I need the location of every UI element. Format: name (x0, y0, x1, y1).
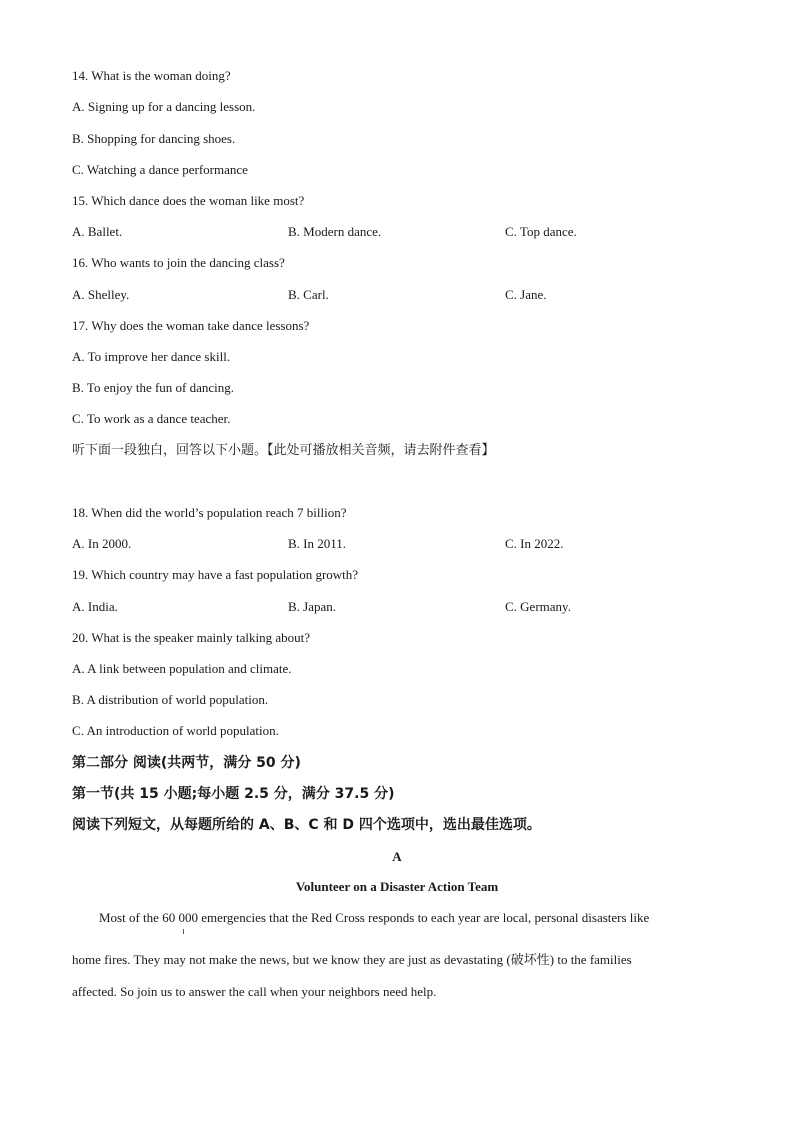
question-17-option-a: A. To improve her dance skill. (72, 349, 231, 364)
part2-title: 第二部分 阅读(共两节，满分 50 分) (72, 755, 301, 771)
passage-letter: A (392, 849, 402, 864)
passage-line-2: home fires. They may not make the news, but we know they are just as devastating (破坏性) to the families (72, 952, 632, 967)
section1-title: 第一节(共 15 小题;每小题 2.5 分，满分 37.5 分) (72, 786, 395, 802)
question-19-option-c: C. Germany. (505, 599, 571, 614)
question-18-option-a: A. In 2000. (72, 536, 132, 551)
reading-instruction: 阅读下列短文，从每题所给的 A、B、C 和 D 四个选项中，选出最佳选项。 (72, 817, 541, 833)
question-15-option-c: C. Top dance. (505, 224, 577, 239)
question-17-option-b: B. To enjoy the fun of dancing. (72, 380, 235, 395)
question-14-option-c: C. Watching a dance performance (72, 162, 248, 177)
question-19-option-b: B. Japan. (288, 599, 337, 614)
question-20-option-c: C. An introduction of world population. (72, 723, 279, 738)
question-15-stem: 15. Which dance does the woman like most? (72, 193, 305, 208)
stray-mark (183, 929, 184, 934)
question-19-option-a: A. India. (72, 599, 118, 614)
question-17-stem: 17. Why does the woman take dance lessons? (72, 318, 310, 333)
passage-line-1: Most of the 60 000 emergencies that the Red Cross responds to each year are local, personal disasters like (99, 910, 650, 925)
question-20-stem: 20. What is the speaker mainly talking about? (72, 630, 311, 645)
question-17-option-c: C. To work as a dance teacher. (72, 411, 231, 426)
question-20-option-b: B. A distribution of world population. (72, 692, 269, 707)
question-14-stem: 14. What is the woman doing? (72, 68, 231, 83)
question-16-option-c: C. Jane. (505, 287, 547, 302)
question-18-option-b: B. In 2011. (288, 536, 347, 551)
passage-line-3: affected. So join us to answer the call when your neighbors need help. (72, 984, 437, 999)
question-15-option-b: B. Modern dance. (288, 224, 382, 239)
question-19-stem: 19. Which country may have a fast population growth? (72, 567, 359, 582)
monologue-instruction: 听下面一段独白，回答以下小题。【此处可播放相关音频，请去附件查看】 (72, 443, 495, 458)
question-15-option-a: A. Ballet. (72, 224, 123, 239)
question-18-option-c: C. In 2022. (505, 536, 564, 551)
question-14-option-b: B. Shopping for dancing shoes. (72, 131, 236, 146)
question-16-option-b: B. Carl. (288, 287, 329, 302)
passage-title: Volunteer on a Disaster Action Team (295, 879, 499, 894)
question-20-option-a: A. A link between population and climate. (72, 661, 292, 676)
question-16-option-a: A. Shelley. (72, 287, 130, 302)
question-16-stem: 16. Who wants to join the dancing class? (72, 255, 285, 270)
question-14-option-a: A. Signing up for a dancing lesson. (72, 99, 256, 114)
question-18-stem: 18. When did the world’s population reach 7 billion? (72, 505, 347, 520)
